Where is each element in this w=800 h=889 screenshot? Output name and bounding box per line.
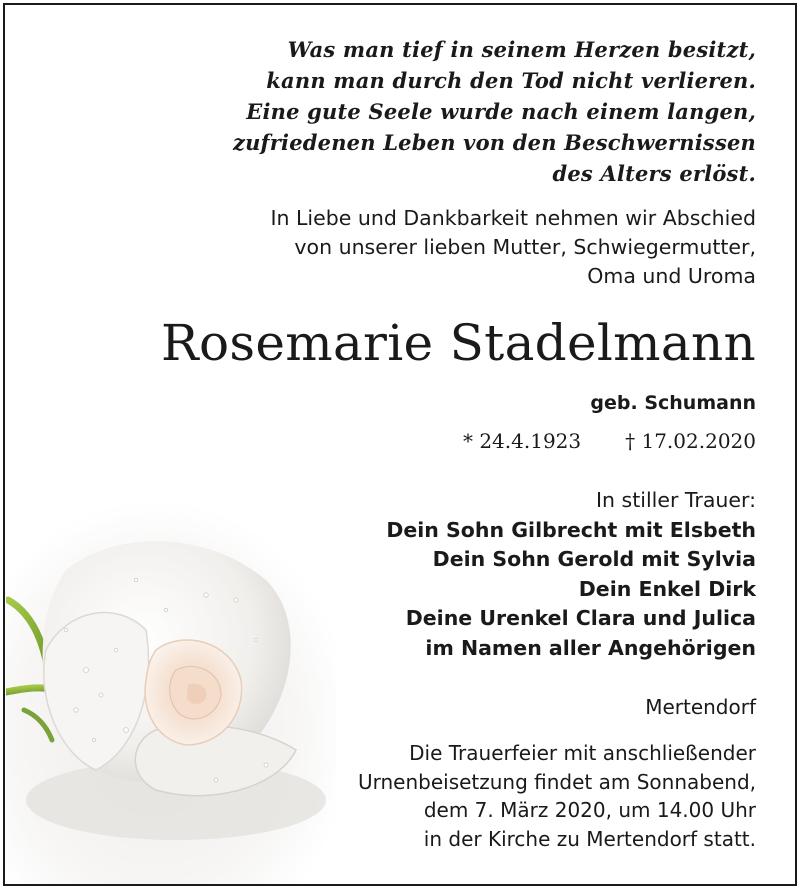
quote-line: kann man durch den Tod nicht verlieren. (266, 68, 756, 93)
deceased-name: Rosemarie Stadelmann (161, 314, 756, 372)
funeral-line: dem 7. März 2020, um 14.00 Uhr (423, 798, 756, 822)
funeral-line: in der Kirche zu Mertendorf statt. (423, 826, 756, 851)
farewell-intro (270, 204, 756, 291)
mourner-line: Dein Sohn Gilbrecht mit Elsbeth (386, 517, 756, 542)
life-dates (463, 426, 756, 456)
mourner-line: Deine Urenkel Clara und Julica (405, 606, 756, 630)
death-date: † 17.02.2020 (625, 429, 756, 453)
maiden-name: geb. Schumann (590, 392, 756, 414)
mourner-line: Dein Enkel Dirk (578, 576, 756, 601)
quote-line: Was man tief in seinem Herzen besitzt, (287, 37, 756, 62)
funeral-line: Urnenbeisetzung findet am Sonnabend, (357, 769, 756, 794)
intro-line: von unserer lieben Mutter, Schwiegermutter, (294, 235, 756, 259)
intro-line: In Liebe und Dankbarkeit nehmen wir Abschied (270, 206, 756, 230)
birth-date: * 24.4.1923 (462, 429, 582, 453)
funeral-line: Die Trauerfeier mit anschließender (409, 741, 756, 765)
place-name: Mertendorf (645, 695, 756, 719)
white-rose-image (6, 500, 336, 884)
mourner-line: im Namen aller Angehörigen (425, 635, 756, 660)
mourners-list (386, 486, 756, 663)
memorial-quote (233, 34, 756, 189)
quote-line: zufriedenen Leben von den Beschwernissen (232, 130, 756, 155)
quote-line: des Alters erlöst. (552, 161, 756, 186)
mourner-line: Dein Sohn Gerold mit Sylvia (432, 547, 756, 571)
quote-line: Eine gute Seele wurde nach einem langen, (246, 99, 756, 124)
intro-line: Oma und Uroma (587, 264, 756, 288)
funeral-info (358, 739, 756, 853)
mourners-heading: In stiller Trauer: (596, 488, 756, 512)
